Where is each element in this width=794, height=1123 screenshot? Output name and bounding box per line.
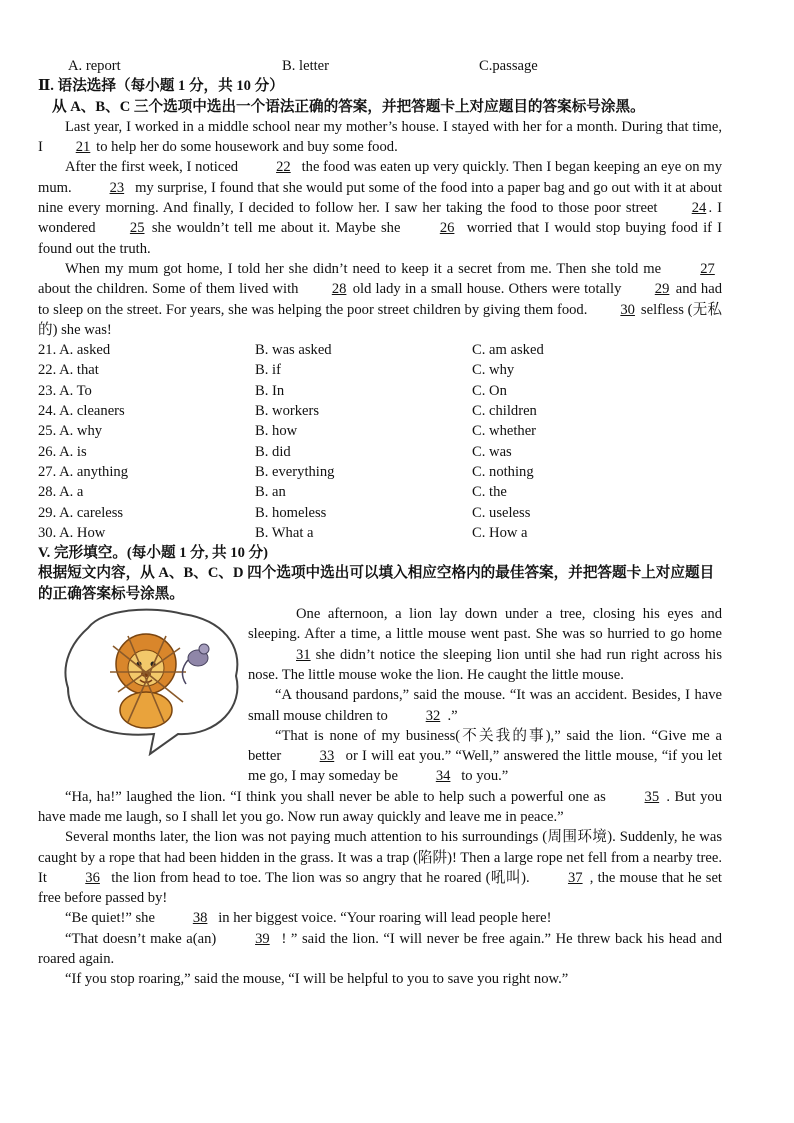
- cloze-paragraph-3: “That is none of my business(不关我的事),” said the lion. “Give me a better 33 or I will eat you.” “Well,” answered the little mouse, “if you let me go, I may someday be 34 to you.”: [248, 726, 722, 787]
- section-2-instruction: 从 A、B、C 三个选项中选出一个语法正确的答案，并把答题卡上对应题目的答案标号涂黑。: [52, 98, 645, 115]
- section-5-title: V. 完形填空。(每小题 1 分, 共 10 分): [38, 545, 268, 562]
- question-row: 29. A. careless B. homeless C. useless: [38, 504, 531, 521]
- question-row: 26. A. is B. did C. was: [38, 443, 512, 460]
- previous-question-options: [38, 56, 722, 76]
- cloze-paragraph-8: “If you stop roaring,” said the mouse, “I will be helpful to you to save you right now.”: [65, 971, 569, 988]
- question-row: 27. A. anything B. everything C. nothing: [38, 463, 534, 480]
- grammar-paragraph-1: Last year, I worked in a middle school near my mother’s house. I stayed with her for a month. During that time, I 21 to help her do some housework and buy some food.: [38, 117, 722, 158]
- blank-24: 24: [691, 200, 707, 217]
- question-row: 24. A. cleaners B. workers C. children: [38, 403, 537, 420]
- question-row: 25. A. why B. how C. whether: [38, 423, 537, 440]
- blank-23: 23: [109, 179, 125, 196]
- question-row: 22. A. that B. if C. why: [38, 362, 515, 379]
- cloze-paragraph-4: “Ha, ha!” laughed the lion. “I think you shall never be able to help such a powerful one as 35 . But you have made me laugh, so I shall let you go. Now run away quickly and leave me in peace.”: [38, 788, 723, 825]
- lion-mouse-illustration: [58, 606, 248, 756]
- question-row: 30. A. How B. What a C. How a: [38, 524, 528, 541]
- grammar-options-list: [38, 340, 722, 543]
- blank-30: 30: [620, 301, 635, 318]
- option-b: B. letter: [282, 58, 330, 74]
- question-row: 28. A. a B. an C. the: [38, 484, 507, 501]
- blank-33: 33: [319, 748, 335, 765]
- blank-34: 34: [435, 768, 451, 785]
- option-a: A. report: [68, 58, 121, 74]
- blank-32: 32: [425, 707, 441, 724]
- blank-28: 28: [331, 281, 347, 298]
- cloze-paragraph-2: “A thousand pardons,” said the mouse. “It was an accident. Besides, I have small mouse children to 32 .”: [248, 685, 722, 726]
- blank-21: 21: [75, 139, 91, 156]
- blank-25: 25: [129, 220, 145, 237]
- blank-22: 22: [276, 159, 291, 176]
- blank-27: 27: [700, 260, 715, 277]
- blank-37: 37: [567, 869, 583, 886]
- cloze-story: [38, 604, 722, 787]
- cloze-paragraph-7: “That doesn’t make a(an) 39 ! ” said the lion. “I will never be free again.” He threw back his head and roared again.: [38, 930, 722, 968]
- blank-26: 26: [439, 220, 455, 237]
- grammar-paragraph-2: After the first week, I noticed 22 the food was eaten up very quickly. Then I began keeping an eye on my mum. 23 my surprise, I found that she would put some of the food into a paper bag and go out with it at about nine every morning. And finally, I decided to follow her. I saw her taking the food to those poor street 24 . I wondered 25 she wouldn’t tell me about it. Maybe she 26 worried that I would stop buying food if I found out the truth.: [38, 159, 722, 257]
- section-5-instruction: 根据短文内容，从 A、B、C、D 四个选项中选出可以填入相应空格内的最佳答案，并把答题卡上对应题目的正确答案标号涂黑。: [38, 565, 715, 602]
- blank-39: 39: [255, 930, 270, 947]
- blank-36: 36: [85, 869, 100, 886]
- exam-page: [38, 56, 722, 990]
- grammar-paragraph-3: When my mum got home, I told her she didn’t need to keep it a secret from me. Then she told me 27 about the children. Some of them lived with 28 old lady in a small house. Others were totally 29 and had to sleep on the street. For years, she was helping the poor street children by giving them food. 30 selfless (无私的) she was!: [38, 260, 723, 338]
- blank-29: 29: [654, 281, 670, 298]
- question-row: 21. A. asked B. was asked C. am asked: [38, 342, 544, 359]
- cloze-paragraph-6: “Be quiet!” she 38 in her biggest voice. “Your roaring will lead people here!: [38, 908, 722, 928]
- question-row: 23. A. To B. In C. On: [38, 382, 507, 399]
- option-c: C.passage: [479, 58, 538, 74]
- blank-31: 31: [296, 646, 311, 663]
- cloze-paragraph-5: Several months later, the lion was not paying much attention to his surroundings (周围环境). Suddenly, he was caught by a rope that had been hidden in the grass. It was a trap (陷阱)! Then a large rope net fell from a nearby tree. It 36 the lion from head to toe. The lion was so angry that he roared (吼叫). 37 , the mouse that he set free before passed by!: [38, 829, 722, 907]
- cloze-paragraph-1: One afternoon, a lion lay down under a tree, closing his eyes and sleeping. After a time, a little mouse went past. She was so hurried to go home 31 she didn’t notice the sleeping lion until she had run right across his nose. The little mouse woke the lion. He caught the little mouse. “A thousand pardons,” said the mouse. “It was an accident. Besides, I have small mouse children to 32 .”: [248, 604, 722, 726]
- blank-38: 38: [192, 910, 208, 927]
- section-2-title: Ⅱ. 语法选择（每小题 1 分，共 10 分）: [38, 78, 284, 95]
- blank-35: 35: [644, 788, 660, 805]
